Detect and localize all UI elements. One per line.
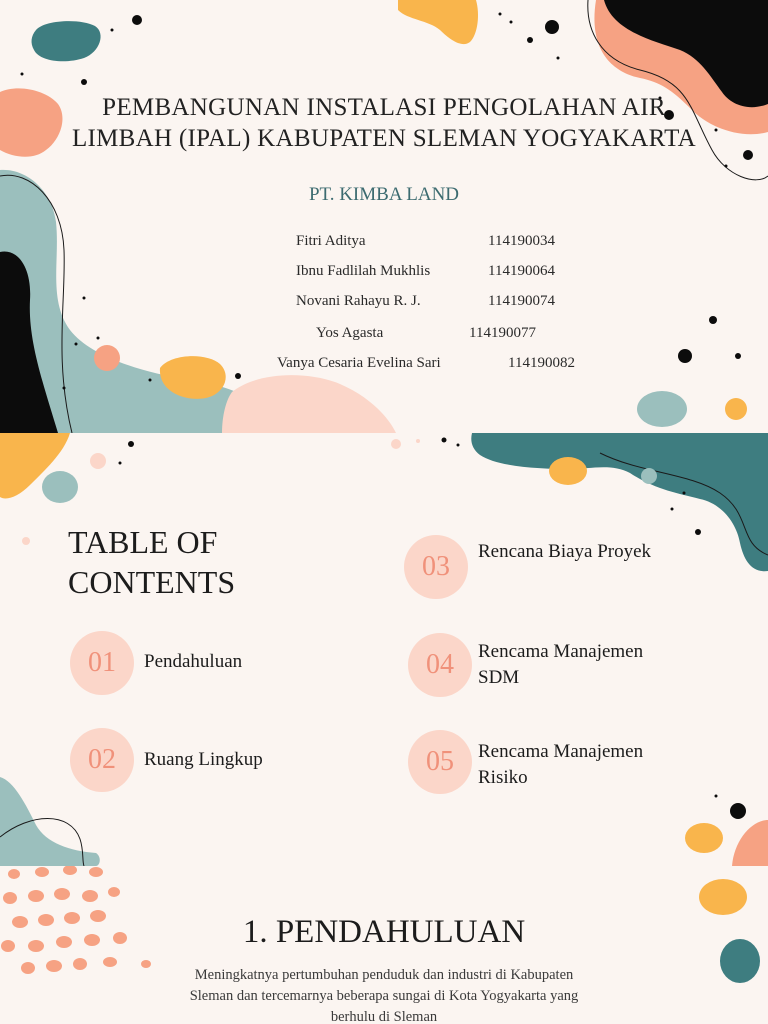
slide-title xyxy=(0,0,768,433)
toc-item-ruang-lingkup[interactable] xyxy=(144,747,263,773)
peach-dot xyxy=(90,453,106,469)
yellow-blob xyxy=(685,823,723,853)
sage-blob xyxy=(42,471,78,503)
member-name: Yos Agasta xyxy=(316,325,384,341)
toc-title-line-1: TABLE OF xyxy=(68,524,218,560)
salmon-blob xyxy=(732,820,768,866)
toc-item-label: Risiko xyxy=(478,767,528,788)
yellow-blob xyxy=(398,0,478,44)
toc-item-manajemen-sdm[interactable] xyxy=(478,639,643,691)
toc-item-rencana-biaya[interactable] xyxy=(478,539,651,565)
slide-pendahuluan xyxy=(0,866,768,1024)
yellow-dot-right xyxy=(725,398,747,420)
toc-title xyxy=(68,522,328,602)
toc-number-05: 05 xyxy=(408,730,472,794)
yellow-blob-right xyxy=(549,457,587,485)
toc-item-pendahuluan[interactable] xyxy=(144,649,242,675)
member-id: 114190082 xyxy=(508,355,575,371)
toc-number-04: 04 xyxy=(408,633,472,697)
toc-item-label: Rencana Biaya Proyek xyxy=(478,541,652,562)
teal-blob xyxy=(32,21,101,61)
peach-blob-bottom xyxy=(222,375,396,433)
section-heading: 1. PENDAHULUAN xyxy=(242,914,526,950)
title-line-2: LIMBAH (IPAL) KABUPATEN SLEMAN YOGYAKARTA xyxy=(71,125,697,152)
toc-item-label: SDM xyxy=(478,667,520,688)
title-line-1: PEMBANGUNAN INSTALASI PENGOLAHAN AIR xyxy=(102,94,666,121)
member-id: 114190064 xyxy=(488,263,555,279)
toc-number-03: 03 xyxy=(404,535,468,599)
member-name: Novani Rahayu R. J. xyxy=(296,293,421,309)
sage-dot xyxy=(641,468,657,484)
member-id: 114190077 xyxy=(469,325,536,341)
paragraph-line-3: berhulu di Sleman xyxy=(330,1009,438,1024)
toc-item-label: Rencama Manajemen xyxy=(478,741,644,762)
sage-blob-right xyxy=(637,391,687,427)
section-paragraph xyxy=(150,965,618,1024)
boundary-decoration xyxy=(0,780,768,880)
presentation-title xyxy=(0,92,768,154)
salmon-dot xyxy=(94,345,120,371)
paragraph-line-1: Meningkatnya pertumbuhan penduduk dan industri di Kabupaten xyxy=(194,967,574,983)
paragraph-line-2: Sleman dan tercemarnya beberapa sungai di Kota Yogyakarta yang xyxy=(189,988,579,1004)
member-id: 114190034 xyxy=(488,233,555,249)
yellow-blob-right xyxy=(699,879,747,915)
member-id: 114190074 xyxy=(488,293,555,309)
toc-item-label: Ruang Lingkup xyxy=(144,749,263,770)
toc-number-01: 01 xyxy=(70,631,134,695)
company-name: PT. KIMBA LAND xyxy=(308,184,460,205)
member-name: Ibnu Fadlilah Mukhlis xyxy=(296,263,431,279)
toc-number-02: 02 xyxy=(70,728,134,792)
toc-item-label: Rencama Manajemen xyxy=(478,641,644,662)
member-name: Vanya Cesaria Evelina Sari xyxy=(277,355,441,371)
member-name: Fitri Aditya xyxy=(296,233,366,249)
toc-title-line-2: CONTENTS xyxy=(68,564,236,600)
toc-item-label: Pendahuluan xyxy=(144,651,243,672)
